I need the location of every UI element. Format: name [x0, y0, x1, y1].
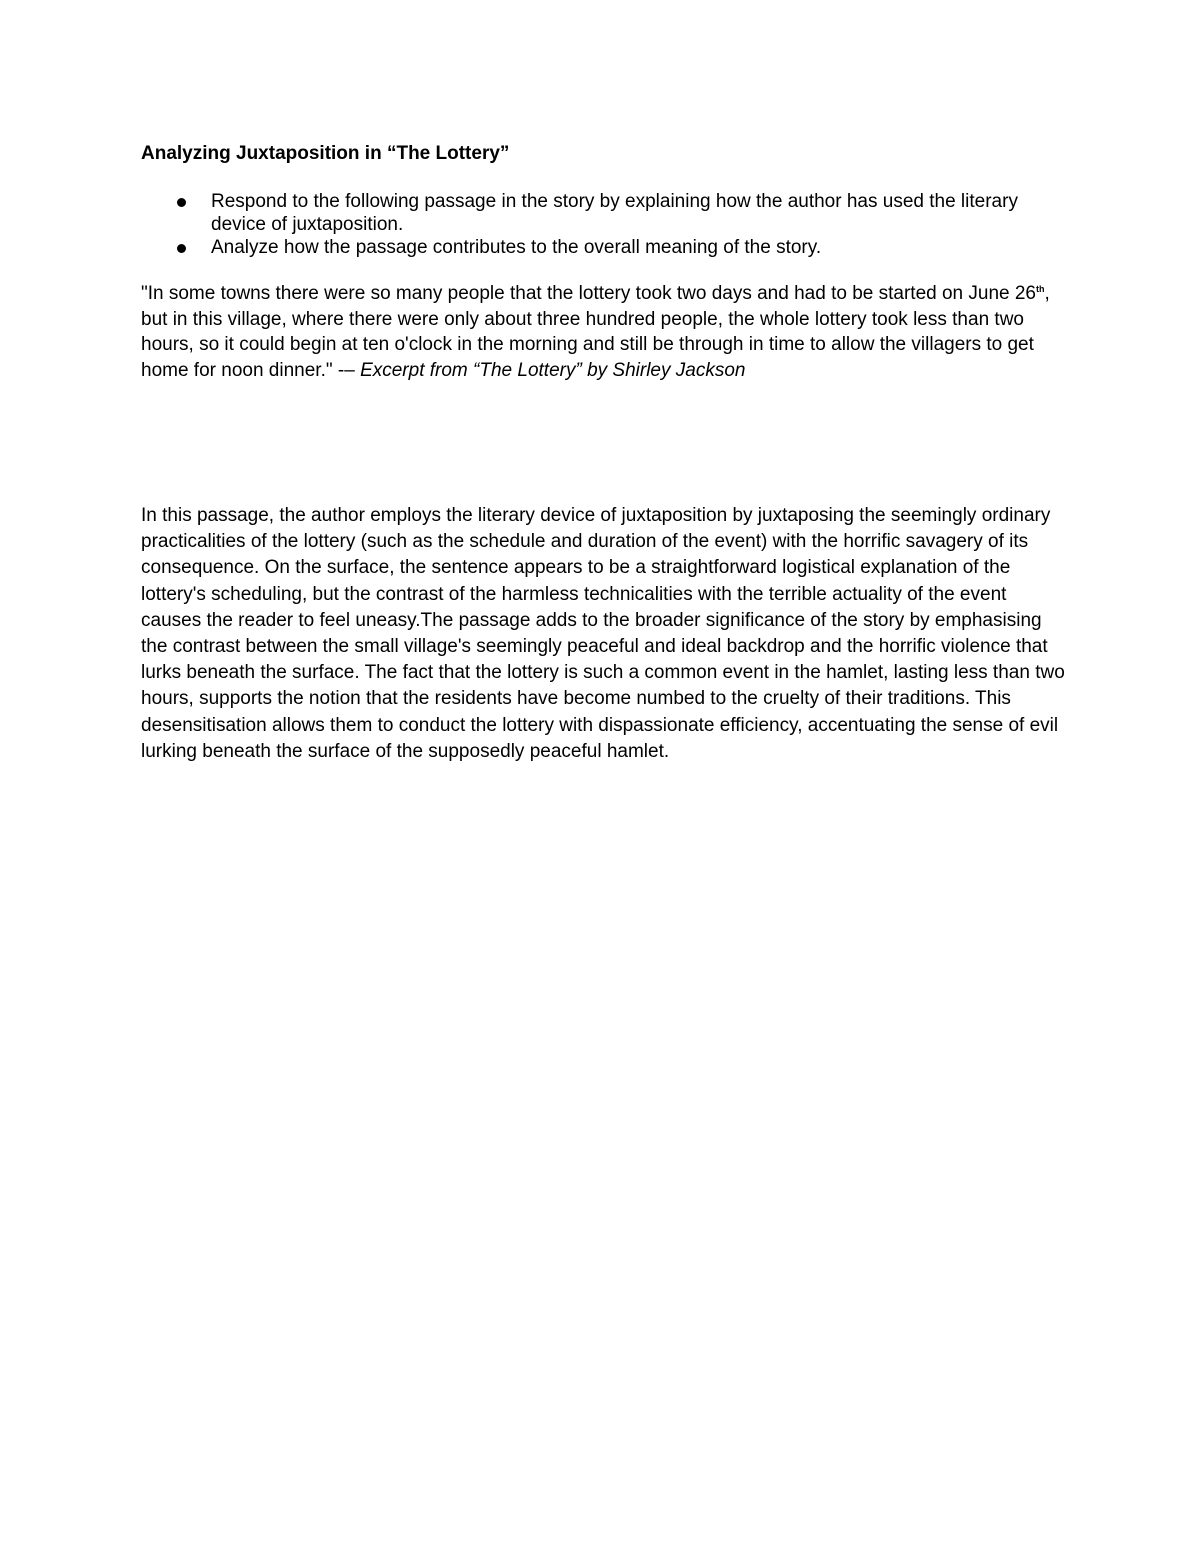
instructions-list: [141, 190, 1071, 259]
document-title: Analyzing Juxtaposition in “The Lottery”: [141, 143, 510, 164]
response-paragraph: In this passage, the author employs the literary device of juxtaposition by juxtaposing the seemingly ordinary practicalities of the lottery (such as the schedule and duration of the event) with the horrific savagery of its consequence. On the surface, the sentence appears to be a straightforward logistical explanation of the lottery's scheduling, but the contrast of the harmless technicalities with the terrible actuality of the event causes the reader to feel uneasy.The passage adds to the broader significance of the story by emphasising the contrast between the small village's seemingly peaceful and ideal backdrop and the horrific violence that lurks beneath the surface. The fact that the lottery is such a common event in the hamlet, lasting less than two hours, supports the notion that the residents have become numbed to the cruelty of their traditions. This desensitisation allows them to conduct the lottery with dispassionate efficiency, accentuating the sense of evil lurking beneath the surface of the supposedly peaceful hamlet.: [141, 505, 1065, 762]
excerpt-text-start: "In some towns there were so many people that the lottery took two days and had to be started on June 26: [141, 283, 1037, 304]
instruction-text: Analyze how the passage contributes to the overall meaning of the story.: [211, 237, 822, 258]
story-excerpt: [141, 281, 1066, 383]
instruction-text: Respond to the following passage in the story by explaining how the author has used the literary device of juxtaposition.: [211, 191, 1018, 235]
instruction-item: [141, 236, 1071, 259]
ordinal-suffix: th: [1036, 284, 1045, 294]
instruction-item: [141, 190, 1071, 236]
bullet-icon: [177, 244, 186, 253]
bullet-icon: [177, 198, 186, 207]
excerpt-attribution: Excerpt from “The Lottery” by Shirley Jackson: [360, 359, 746, 381]
excerpt-text-end: , but in this village, where there were only about three hundred people, the whole lottery took less than two hours, so it could begin at ten o'clock in the morning and still be through in time to allow the villagers to get home for noon dinner." -–: [141, 283, 1050, 381]
